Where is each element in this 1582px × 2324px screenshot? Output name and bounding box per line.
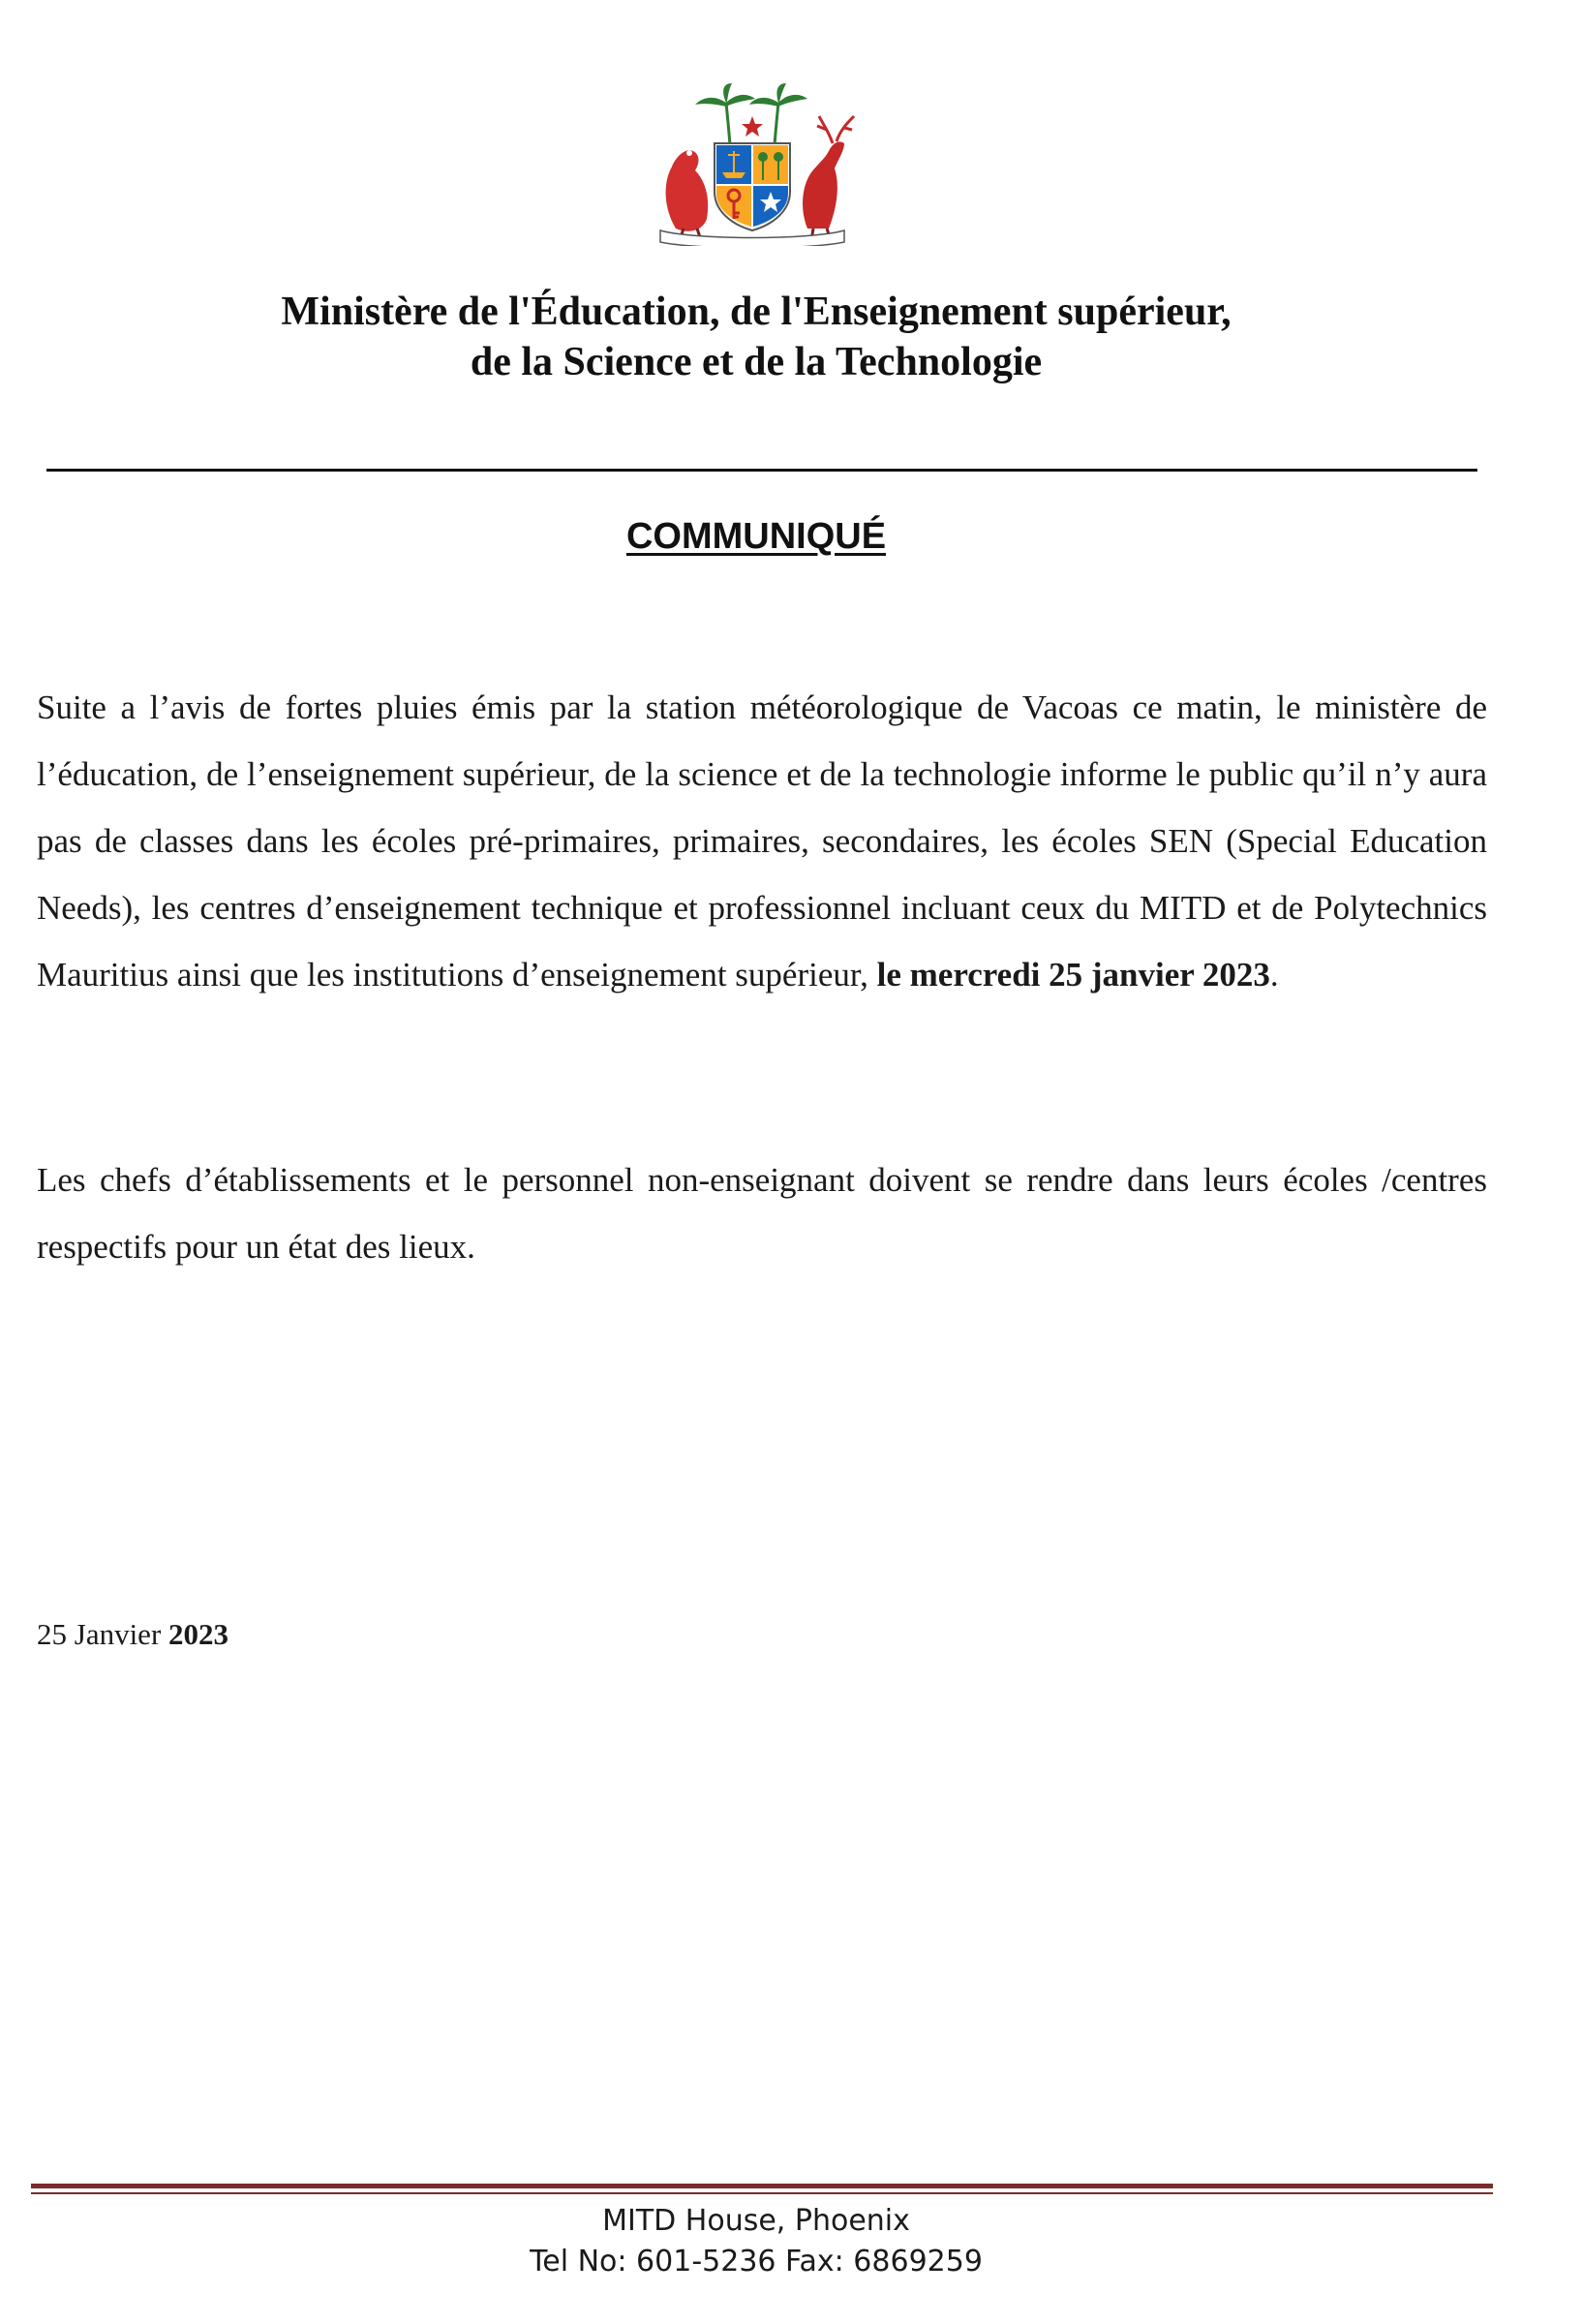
document-title: COMMUNIQUÉ (625, 516, 887, 557)
footer-contact: Tel No: 601-5236 Fax: 6869259 (530, 2245, 983, 2278)
paragraph-1-text: Suite a l’avis de fortes pluies émis par la station météorologique de Vacoas ce matin, le ministère de l’éducation, de l’enseignement supérieur, de la science et de la technologie informe le public qu’il n’y aura pas de classes dans les écoles pré-primaires, primaires, secondaires, les écoles SEN (Special Education Needs), les centres d’enseignement technique et professionnel incluant ceux du MITD et de Polytechnics Mauritius ainsi que les institutions d’enseignement supérieur, (37, 688, 1487, 994)
header-divider (46, 469, 1477, 472)
date-year: 2023 (168, 1617, 229, 1651)
date-day-month: 25 Janvier (37, 1617, 169, 1651)
coat-of-arms-of-mauritius-icon (647, 83, 858, 246)
document-date (37, 1615, 228, 1654)
body-paragraph-2: Les chefs d’établissements et le personnel non-enseignant doivent se rendre dans leurs écoles /centres respectifs pour un état des lieux. (37, 1161, 1487, 1266)
ministry-name-line-1: Ministère de l'Éducation, de l'Enseignement supérieur, (281, 290, 1232, 334)
footer-divider-thick (31, 2184, 1493, 2188)
body-paragraph-1 (37, 674, 1487, 1008)
closure-date-emphasis: le mercredi 25 janvier 2023 (876, 956, 1270, 994)
ministry-name-line-2: de la Science et de la Technologie (470, 340, 1043, 384)
paragraph-1-end: . (1269, 956, 1279, 994)
footer-divider-thin (31, 2192, 1493, 2194)
footer-address: MITD House, Phoenix (602, 2204, 910, 2238)
